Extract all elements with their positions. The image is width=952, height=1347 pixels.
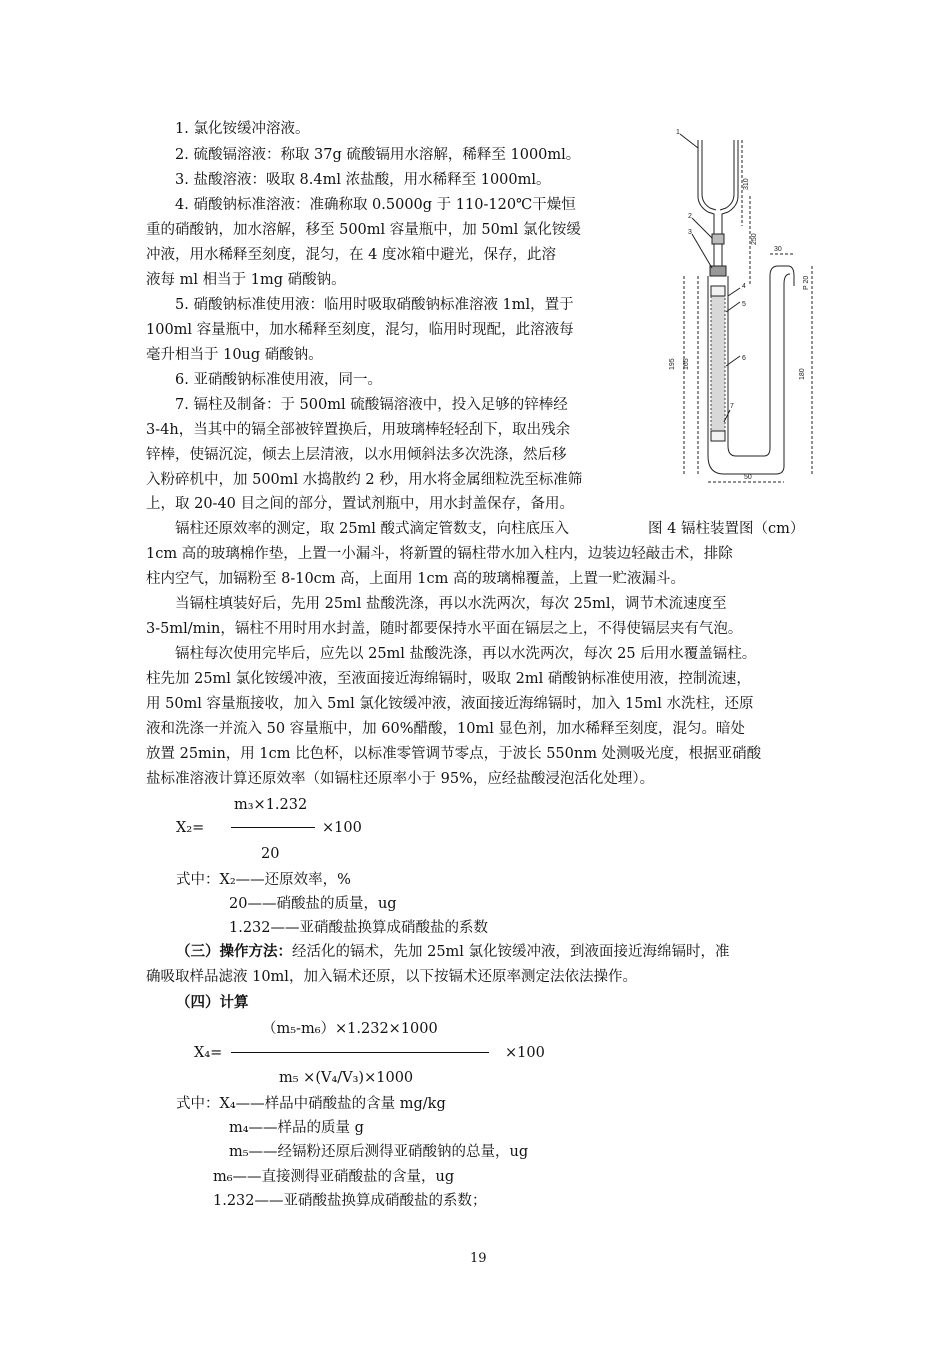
item-7-line-2: 3-4h，当其中的镉全部被锌置换后，用玻璃棒轻轻刮下，取出残余 (146, 422, 571, 438)
item-5-line-2: 100ml 容量瓶中，加水稀释至刻度，混匀，临用时现配，此溶液每 (146, 322, 574, 338)
legend2-line-2: m₄——样品的质量 g (229, 1120, 364, 1136)
figure-label-4: 4 (742, 283, 746, 290)
formula2-times: ×100 (505, 1045, 545, 1061)
efficiency-line-1: 镉柱还原效率的测定，取 25ml 酸式滴定管数支，向柱底压入 (175, 521, 570, 537)
section4-heading: （四）计算 (176, 994, 249, 1011)
use-line-2: 柱先加 25ml 氯化铵缓冲液，至液面接近海绵镉时，吸取 2ml 硝酸钠标准使用液，控制流速， (146, 671, 751, 687)
section3-line-2: 确吸取样品滤液 10ml，加入镉术还原，以下按镉术还原率测定法依法操作。 (146, 969, 637, 985)
item-7-line-3: 锌棒，使镉沉淀，倾去上层清液，以水用倾斜法多次洗涤，然后移 (146, 447, 567, 463)
figure-dim-165: 165 (683, 358, 690, 370)
formula2-fraction-bar (231, 1052, 489, 1053)
cadmium-column-figure (664, 126, 824, 491)
figure-label-1: 1 (676, 129, 680, 136)
fill-line-1: 当镉柱填装好后，先用 25ml 盐酸洗涤，再以水洗两次，每次 25ml，调节术流速度至 (175, 596, 727, 612)
figure-dim-50: 50 (744, 474, 752, 481)
legend1-line-2: 20——硝酸盐的质量，ug (229, 896, 397, 912)
formula1-numerator: m₃×1.232 (234, 797, 308, 813)
formula1-fraction-bar (231, 827, 315, 828)
figure-dim-310: 310 (743, 178, 750, 190)
item-2: 2. 硫酸镉溶液：称取 37g 硫酸镉用水溶解，稀释至 1000ml。 (175, 147, 581, 163)
formula2-numerator: （m₅-m₆）×1.232×1000 (262, 1021, 438, 1037)
use-line-1: 镉柱每次使用完毕后，应先以 25ml 盐酸洗涤，再以水洗两次，每次 25 后用水覆盖镉柱。 (175, 646, 757, 662)
efficiency-line-3: 柱内空气，加镉粉至 8-10cm 高，上面用 1cm 高的玻璃棉覆盖，上置一贮液漏斗。 (146, 571, 685, 587)
item-1: 1. 氯化铵缓冲溶液。 (175, 121, 310, 137)
formula2-denominator: m₅ ×(V₄/V₃)×1000 (279, 1070, 414, 1086)
figure-label-3: 3 (688, 229, 692, 236)
legend2-line-5: 1.232——亚硝酸盐换算成硝酸盐的系数； (213, 1193, 487, 1209)
figure-label-6: 6 (742, 355, 746, 362)
item-4-line-1: 4. 硝酸钠标准溶液：准确称取 0.5000g 于 110-120℃干燥恒 (175, 197, 576, 213)
figure-label-5: 5 (742, 301, 746, 308)
item-7-line-1: 7. 镉柱及制备：于 500ml 硫酸镉溶液中，投入足够的锌棒经 (175, 397, 568, 413)
legend1-line-1: 式中：X₂——还原效率，% (176, 872, 351, 888)
figure-dim-250: 250 (751, 233, 758, 245)
figure-caption: 图 4 镉柱装置图（cm） (648, 521, 805, 537)
use-line-3: 用 50ml 容量瓶接收，加入 5ml 氯化铵缓冲液，液面接近海绵镉时，加入 15ml 水洗柱，还原 (146, 696, 754, 712)
use-line-6: 盐标准溶液计算还原效率（如镉柱还原率小于 95%，应经盐酸浸泡活化处理）。 (146, 771, 655, 787)
use-line-4: 液和洗涤一并流入 50 容量瓶中，加 60%醋酸，10ml 显色剂，加水稀释至刻度，混匀。暗处 (146, 721, 745, 737)
figure-label-7: 7 (730, 403, 734, 410)
legend2-line-4: m₆——直接测得亚硝酸盐的含量，ug (213, 1169, 455, 1185)
figure-dim-180: 180 (799, 368, 806, 380)
legend1-line-3: 1.232——亚硝酸盐换算成硝酸盐的系数 (229, 920, 489, 936)
formula1-times: ×100 (322, 820, 362, 836)
section3-text-1: 经活化的镉术，先加 25ml 氯化铵缓冲液，到液面接近海绵镉时，准 (292, 944, 730, 960)
item-5-line-3: 毫升相当于 10ug 硝酸钠。 (146, 347, 323, 363)
item-7-line-4: 入粉碎机中，加 500ml 水捣散约 2 秒，用水将金属细粒洗至标准筛 (146, 472, 583, 488)
figure-dim-30: 30 (774, 246, 782, 253)
formula1-denominator: 20 (261, 846, 280, 862)
item-3: 3. 盐酸溶液：吸取 8.4ml 浓盐酸，用水稀释至 1000ml。 (175, 172, 551, 188)
page-number: 19 (470, 1251, 487, 1266)
figure-dim-20: P 20 (803, 275, 810, 290)
item-4-line-2: 重的硝酸钠，加水溶解，移至 500ml 容量瓶中，加 50ml 氯化铵缓 (146, 222, 581, 238)
formula2-lhs: X₄= (194, 1045, 223, 1061)
item-4-line-3: 冲液，用水稀释至刻度，混匀，在 4 度冰箱中避光，保存，此溶 (146, 247, 556, 263)
section3-heading: （三）操作方法： (176, 943, 292, 960)
item-5-line-1: 5. 硝酸钠标准使用液：临用时吸取硝酸钠标准溶液 1ml，置于 (175, 297, 574, 313)
item-4-line-4: 液每 ml 相当于 1mg 硝酸钠。 (146, 272, 346, 288)
efficiency-line-2: 1cm 高的玻璃棉作垫，上置一小漏斗，将新置的镉柱带水加入柱内，边装边轻敲击术，排除 (146, 546, 733, 562)
item-7-line-5: 上，取 20-40 目之间的部分，置试剂瓶中，用水封盖保存，备用。 (146, 496, 575, 512)
figure-label-2: 2 (688, 213, 692, 220)
use-line-5: 放置 25min，用 1cm 比色杯，以标准零管调节零点，于波长 550nm 处测吸光度，根据亚硝酸 (146, 746, 762, 762)
legend2-line-3: m₅——经镉粉还原后测得亚硝酸钠的总量，ug (229, 1144, 529, 1160)
legend2-line-1: 式中：X₄——样品中硝酸盐的含量 mg/kg (176, 1096, 446, 1112)
figure-dim-195: 195 (669, 358, 676, 370)
section3-line-1 (176, 942, 730, 962)
fill-line-2: 3-5ml/min，镉柱不用时用水封盖，随时都要保持水平面在镉层之上，不得使镉层夹有气泡。 (146, 621, 743, 637)
item-6: 6. 亚硝酸钠标准使用液，同一。 (175, 372, 382, 388)
formula1-lhs: X₂= (176, 820, 205, 836)
